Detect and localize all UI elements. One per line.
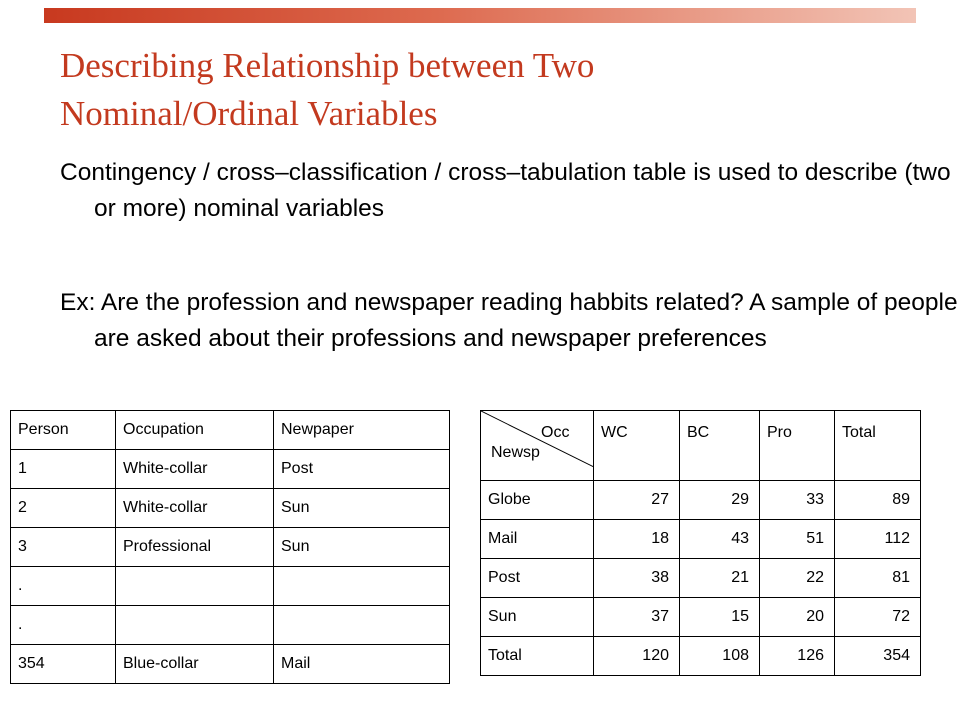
table-row [481,637,921,676]
table-cell: Post [274,450,450,489]
table-row [481,520,921,559]
person-table-header-cell: Newpaper [274,411,450,450]
crosstab-count-cell: 89 [835,481,921,520]
table-cell: . [11,567,116,606]
crosstab-count-cell: 43 [680,520,760,559]
definition-paragraph: Contingency / cross–classification / cross–tabulation table is used to describe (two or more) nominal variables [60,159,951,222]
table-cell: 1 [11,450,116,489]
table-cell: White-collar [116,450,274,489]
crosstab-row-label: Post [481,559,594,598]
table-cell: 354 [11,645,116,684]
crosstab-count-cell: 37 [594,598,680,637]
table-cell: Sun [274,489,450,528]
slide-title [60,42,920,138]
table-cell: White-collar [116,489,274,528]
table-row [11,567,450,606]
table-cell: Blue-collar [116,645,274,684]
table-row [11,450,450,489]
crosstab-count-cell: 18 [594,520,680,559]
crosstab-row-label: Total [481,637,594,676]
crosstab-table [480,410,921,676]
crosstab-count-cell: 120 [594,637,680,676]
table-cell [274,567,450,606]
crosstab-count-cell: 81 [835,559,921,598]
crosstab-count-cell: 72 [835,598,921,637]
person-table-header-row [11,411,450,450]
crosstab-count-cell: 354 [835,637,921,676]
crosstab-header-cell: BC [680,411,760,481]
table-cell: 3 [11,528,116,567]
crosstab-header-cell: Pro [760,411,835,481]
crosstab-count-cell: 112 [835,520,921,559]
crosstab-count-cell: 27 [594,481,680,520]
slide-title-line-1: Describing Relationship between Two [60,46,595,85]
table-cell: . [11,606,116,645]
table-row [11,489,450,528]
corner-label-newspaper: Newsp [491,444,540,461]
crosstab-count-cell: 20 [760,598,835,637]
crosstab-header-cell: Total [835,411,921,481]
table-cell: Professional [116,528,274,567]
table-cell [116,606,274,645]
table-row [481,598,921,637]
crosstab-count-cell: 126 [760,637,835,676]
table-cell: 2 [11,489,116,528]
table-row [481,559,921,598]
crosstab-count-cell: 51 [760,520,835,559]
crosstab-row-label: Globe [481,481,594,520]
crosstab-count-cell: 21 [680,559,760,598]
crosstab-count-cell: 108 [680,637,760,676]
crosstab-count-cell: 15 [680,598,760,637]
table-row [481,481,921,520]
person-table-header-cell: Person [11,411,116,450]
table-row [11,528,450,567]
table-row [11,606,450,645]
example-paragraph: Ex: Are the profession and newspaper reading habbits related? A sample of people are asked about their professions and newspaper preferences [60,289,958,352]
table-row [11,645,450,684]
table-cell [274,606,450,645]
crosstab-count-cell: 33 [760,481,835,520]
table-cell [116,567,274,606]
crosstab-header-row [481,411,921,481]
person-table-header-cell: Occupation [116,411,274,450]
crosstab-row-label: Mail [481,520,594,559]
table-cell: Sun [274,528,450,567]
crosstab-header-cell: WC [594,411,680,481]
table-cell: Mail [274,645,450,684]
crosstab-count-cell: 29 [680,481,760,520]
crosstab-count-cell: 22 [760,559,835,598]
corner-label-occupation: Occ [541,424,570,441]
crosstab-corner-cell [481,411,594,481]
crosstab-row-label: Sun [481,598,594,637]
decorative-top-bar [44,8,916,23]
slide-title-line-2: Nominal/Ordinal Variables [60,94,438,133]
crosstab-count-cell: 38 [594,559,680,598]
person-occupation-table [10,410,450,684]
